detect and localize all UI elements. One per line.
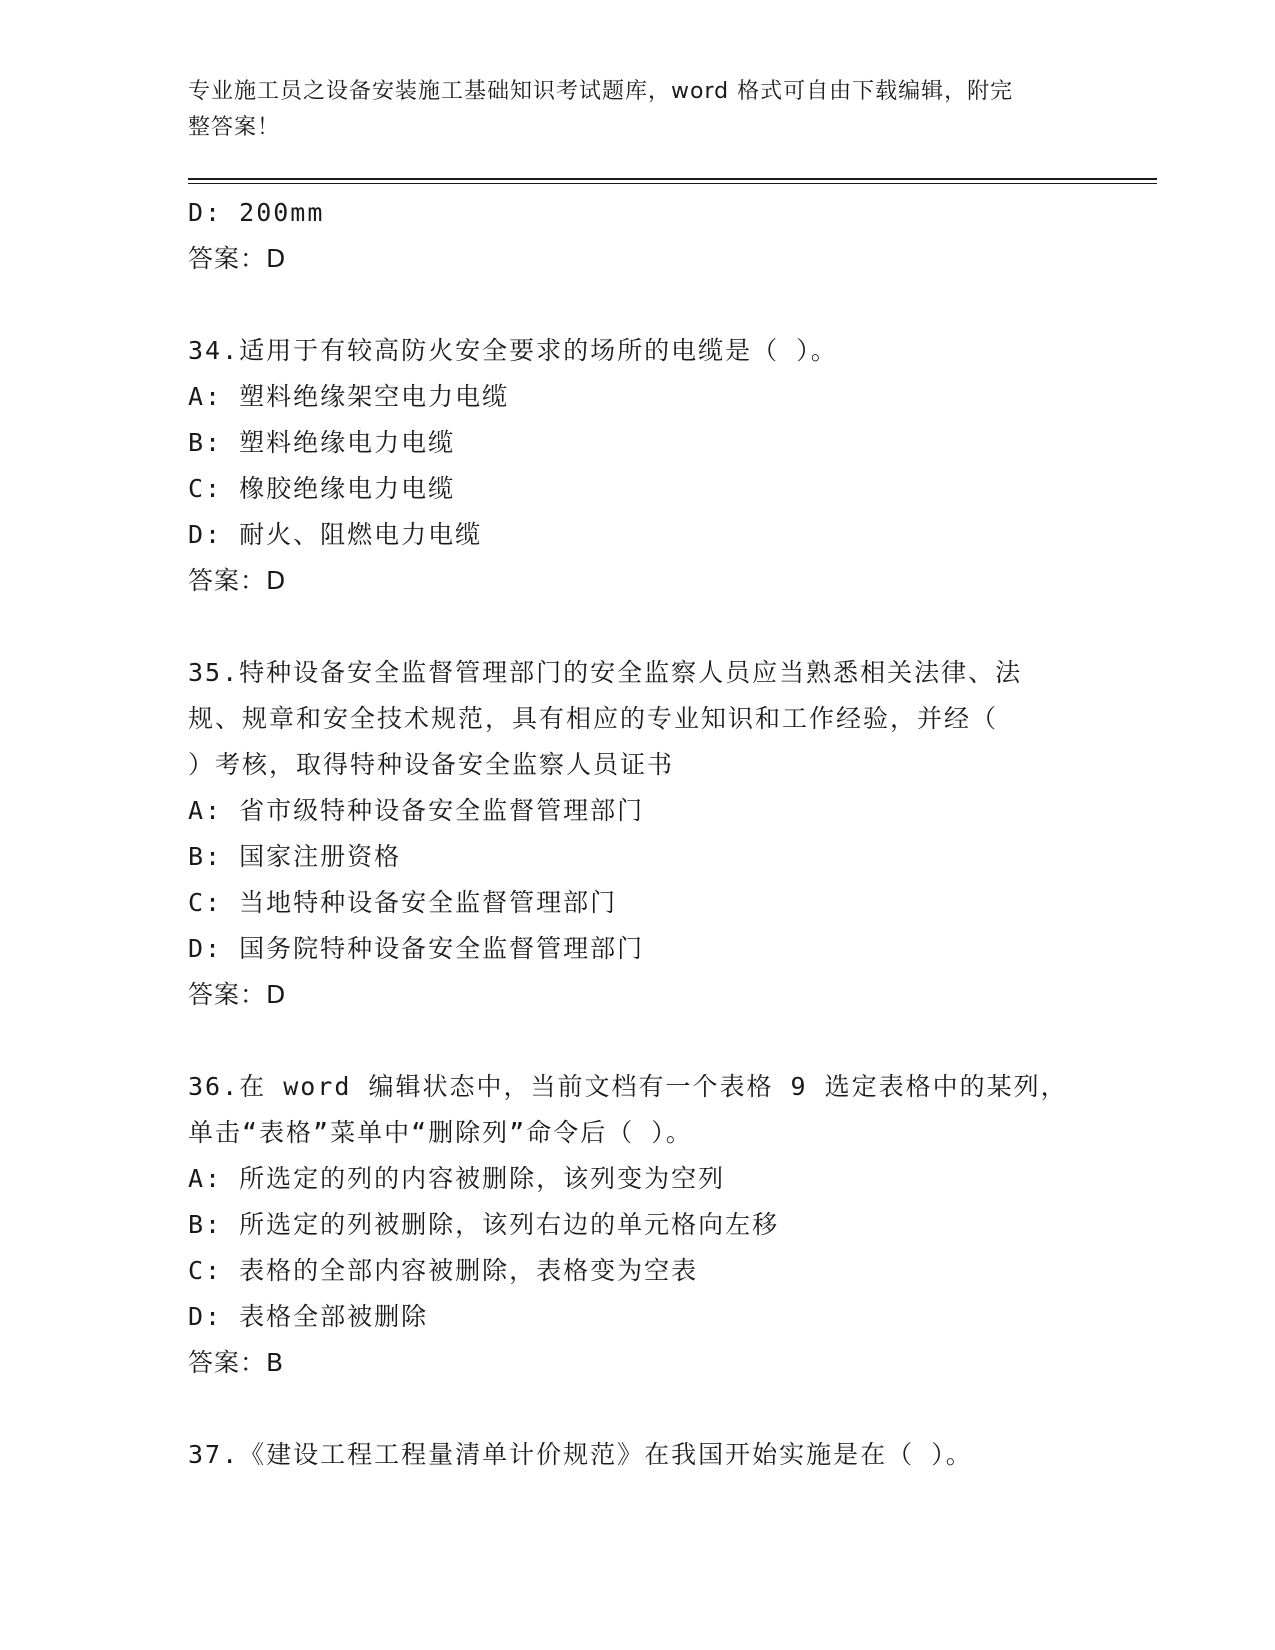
page-header: [188, 74, 1068, 146]
option-c: C: 当地特种设备安全监督管理部门: [188, 888, 618, 917]
option-b: B: 塑料绝缘电力电缆: [188, 428, 456, 457]
option-d: D: 表格全部被删除: [188, 1302, 429, 1331]
question-stem: 37.《建设工程工程量清单计价规范》在我国开始实施是在（ ）。: [188, 1440, 973, 1469]
question-34: [188, 328, 1088, 604]
option-d: D: 200mm: [188, 198, 325, 227]
prev-question-tail: [188, 190, 1088, 282]
spacer: [188, 1018, 1088, 1064]
option-a: A: 省市级特种设备安全监督管理部门: [188, 796, 645, 825]
question-stem-line-1: 35.特种设备安全监督管理部门的安全监察人员应当熟悉相关法律、法: [188, 658, 1023, 687]
option-d: D: 耐火、阻燃电力电缆: [188, 520, 483, 549]
option-a: A: 塑料绝缘架空电力电缆: [188, 382, 510, 411]
question-stem-line-3: ）考核，取得特种设备安全监察人员证书: [188, 750, 675, 779]
question-stem: 34.适用于有较高防火安全要求的场所的电缆是（ ）。: [188, 336, 838, 365]
header-divider-thick: [188, 178, 1157, 180]
spacer: [188, 1386, 1088, 1432]
header-line-2: 整答案！: [188, 115, 281, 140]
option-c: C: 橡胶绝缘电力电缆: [188, 474, 456, 503]
answer-line: 答案：D: [188, 980, 287, 1009]
question-35: [188, 650, 1088, 1018]
question-37: [188, 1432, 1088, 1478]
header-line-1: 专业施工员之设备安装施工基础知识考试题库，word 格式可自由下载编辑，附完: [188, 79, 1014, 104]
option-b: B: 国家注册资格: [188, 842, 402, 871]
option-b: B: 所选定的列被删除，该列右边的单元格向左移: [188, 1210, 780, 1239]
answer-line: 答案：D: [188, 566, 287, 595]
option-c: C: 表格的全部内容被删除，表格变为空表: [188, 1256, 699, 1285]
question-36: [188, 1064, 1088, 1386]
question-stem-line-2: 单击“表格”菜单中“删除列”命令后（ ）。: [188, 1118, 693, 1147]
question-list: [188, 190, 1088, 1478]
question-stem-line-1: 36.在 word 编辑状态中，当前文档有一个表格 9 选定表格中的某列，: [188, 1072, 1068, 1101]
answer-line: 答案：B: [188, 1348, 285, 1377]
spacer: [188, 282, 1088, 328]
question-stem-line-2: 规、规章和安全技术规范，具有相应的专业知识和工作经验，并经（: [188, 704, 999, 733]
option-a: A: 所选定的列的内容被删除，该列变为空列: [188, 1164, 726, 1193]
answer-line: 答案：D: [188, 244, 287, 273]
header-divider-thin: [188, 183, 1157, 184]
option-d: D: 国务院特种设备安全监督管理部门: [188, 934, 645, 963]
spacer: [188, 604, 1088, 650]
